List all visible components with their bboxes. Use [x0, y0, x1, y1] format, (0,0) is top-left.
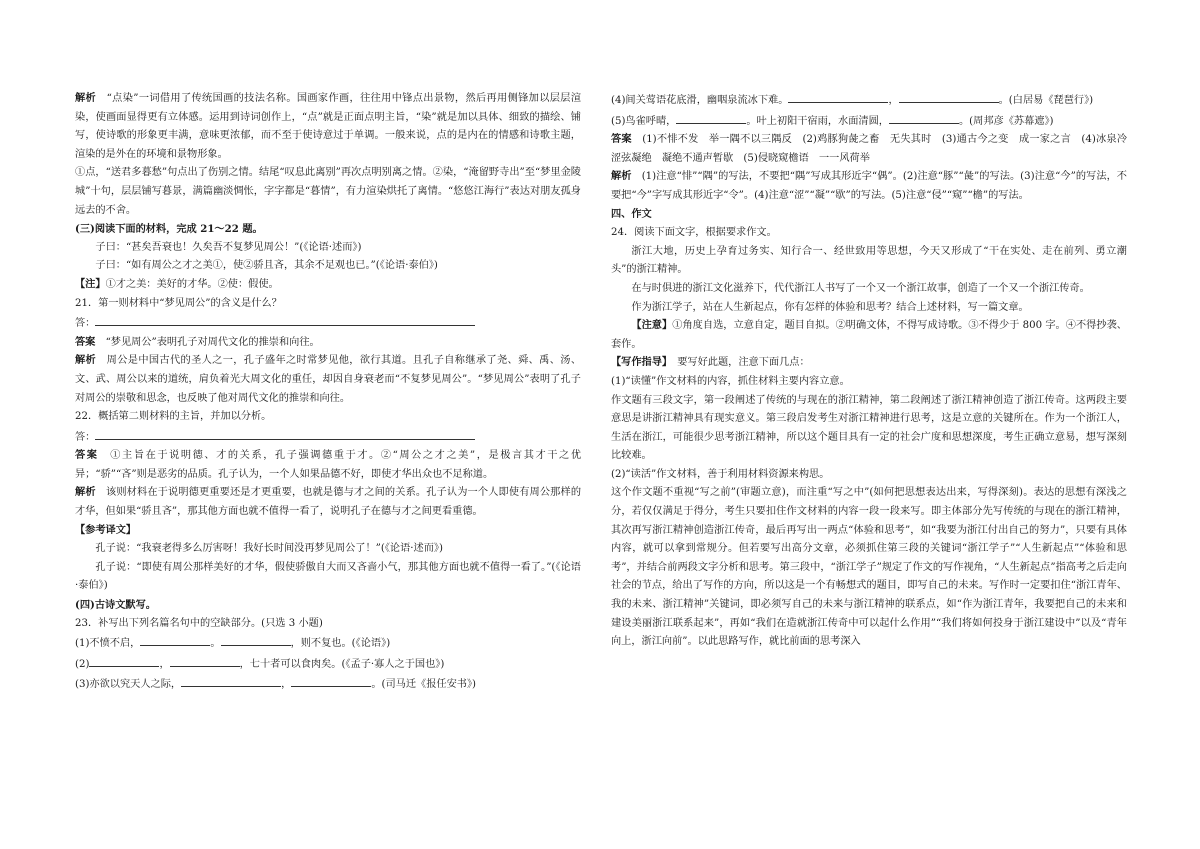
answer-21-text: “梦见周公”表明孔子对周代文化的推崇和向往。 [105, 336, 320, 348]
note-label: 【注意】 [631, 320, 673, 332]
note-text: ①才之美：美好的才华。②使：假使。 [105, 278, 279, 290]
answer-22-text: ①主旨在于说明德、才的关系，孔子强调德重于才。②“周公之才之美”，是极言其才干之优异；“骄”“吝”则是恶劣的品质。孔子认为，一个人如果品德不好，即使才华出众也不足称道。 [75, 450, 582, 480]
answer-22 [75, 447, 581, 484]
analysis-label: 解析 [75, 487, 96, 499]
fill-text: ， [159, 658, 170, 670]
analysis-23 [611, 168, 1127, 205]
fill-blank[interactable] [788, 90, 888, 103]
note-text: ①角度自选，立意自定，题目自拟。②明确文体，不得写成诗歌。③不得少于 800 字。④不得抄袭、套作。 [611, 320, 1127, 350]
answer-label: 答案 [75, 450, 99, 462]
question-23-5 [611, 111, 1127, 132]
analysis-21-text: 周公是中国古代的圣人之一，孔子盛年之时常梦见他，欲行其道。且孔子自称继承了尧、舜、禹、汤、文、武、周公以来的道统，肩负着光大周文化的重任，却因自身衰老而“不复梦见周公”。“梦见周公”表明了孔子对周公的崇敬和思念，也反映了他对周代文化的推崇和向往。 [75, 355, 582, 404]
question-23-4 [611, 90, 1127, 111]
fill-text: ，则不复也。(《论语》) [290, 638, 391, 650]
answer-blank-22[interactable] [95, 427, 475, 440]
quote-1: 子曰：“甚矣吾衰也！久矣吾不复梦见周公！”(《论语·述而》) [95, 241, 362, 253]
material-paragraph-3: 作为浙江学子，站在人生新起点，你有怎样的体验和思考？结合上述材料，写一篇文章。 [631, 301, 1029, 313]
right-column [611, 90, 1127, 652]
answer-label: 答案 [611, 134, 632, 146]
guide-point-1-text: 作文题有三段文字，第一段阐述了传统的与现在的浙江精神，第二段阐述了浙江精神创造了浙江传奇。这两段主要意思是讲浙江精神具有现实意义。第三段启发考生对浙江精神进行思考，这是立意的关键所在。作为一个浙江人，生活在浙江，可能很少思考浙江精神，所以这个题目具有一定的社会广度和思想深度，考生正确立意易，想写深刻比较难。 [611, 394, 1127, 462]
writing-guide [611, 354, 1127, 373]
fill-blank[interactable] [181, 674, 281, 687]
translation-1: 孔子说：“我衰老得多么厉害呀！我好长时间没再梦见周公了！”(《论语·述而》) [95, 543, 443, 555]
guide-point-2: (2)“读活”作文材料，善于利用材料资源来构思。 [611, 468, 830, 480]
fill-text: (3)亦欲以究天人之际， [75, 679, 182, 691]
fill-blank[interactable] [676, 111, 746, 124]
fill-text: 。叶上初阳干宿雨，水面清圆， [746, 115, 889, 127]
guide-point-1: (1)“读懂”作文材料的内容，抓住材料主要内容立意。 [611, 375, 850, 387]
question-22: 22．概括第二则材料的主旨，并加以分析。 [75, 411, 272, 423]
answer-prefix: 答： [75, 431, 96, 443]
analysis-label: 解析 [611, 171, 632, 183]
fill-text: (1)不愤不启， [75, 638, 141, 650]
translation-2: 孔子说：“即使有周公那样美好的才华，假使骄傲自大而又吝啬小气，那其他方面也就不值得一看了。”(《论语·泰伯》) [75, 561, 581, 592]
fill-text: 。(白居易《琵琶行》) [998, 95, 1094, 106]
section-3-title: (三)阅读下面的材料，完成 21～22 题。 [75, 223, 263, 236]
analysis-23-text: (1)注意“悱”“隅”的写法，不要把“隅”写成其形近字“偶”。(2)注意“豚”“彘”的写法。(3)注意“今”的写法，不要把“今”字写成其形近字“令”。(4)注意“涩”“凝”“歇”的写法。(5)注意“侵”“窥”“檐”的写法。 [611, 171, 1127, 201]
answer-prefix: 答： [75, 318, 96, 330]
reference-translation-label: 【参考译文】 [75, 524, 137, 536]
analysis-22-text: 该则材料在于说明德更重要还是才更重要，也就是德与才之间的关系。孔子认为一个人即使有周公那样的才华，但如果“骄且吝”，那其他方面也就不值得一看了，说明孔子在德与才之间更看重德。 [75, 487, 582, 518]
answer-line-22 [75, 427, 581, 448]
analysis-21 [75, 352, 581, 408]
fill-text: (4)间关莺语花底滑，幽咽泉流冰下难。 [611, 95, 789, 106]
question-23: 23．补写出下列名篇名句中的空缺部分。(只选 3 小题) [75, 617, 323, 629]
analysis-label: 解析 [75, 93, 97, 104]
answer-23 [611, 131, 1127, 168]
fill-blank[interactable] [291, 674, 371, 687]
fill-blank[interactable] [170, 654, 240, 667]
fill-blank[interactable] [889, 111, 959, 124]
question-21: 21．第一则材料中“梦见周公”的含义是什么？ [75, 297, 282, 309]
analysis-label: 解析 [75, 355, 97, 367]
fill-text: (5)鸟雀呼晴， [611, 115, 677, 127]
fill-text: ， [281, 679, 292, 691]
fill-text: 。(司马迁《报任安书》) [371, 679, 477, 691]
material-paragraph-2: 在与时俱进的浙江文化滋养下，代代浙江人书写了一个又一个浙江故事，创造了一个又一个浙江传奇。 [631, 282, 1090, 294]
fill-blank[interactable] [140, 633, 210, 646]
fill-blank[interactable] [89, 654, 159, 667]
analysis-text-2: ①点，“送君多暮愁”句点出了伤别之情。结尾“叹息此离别”再次点明别离之情。②染，“淹留野寺出”至“梦里金陵城”十句，层层铺写暮景，满篇幽淡惆怅，字字都是“暮情”，有力渲染烘托了离情。“悠悠江海行”表达对朋友孤身远去的不舍。 [75, 167, 581, 216]
quote-2: 子曰：“如有周公之才之美①，使②骄且吝，其余不足观也已。”(《论语·泰伯》) [95, 260, 438, 272]
left-column [75, 90, 581, 695]
answer-23-text: (1)不悱不发 举一隅不以三隅反 (2)鸡豚狗彘之畜 无失其时 (3)通古今之变 成一家之言 (4)冰泉冷涩弦凝绝 凝绝不通声暂歇 (5)侵晓窥檐语 一一风荷举 [611, 134, 1128, 164]
note-label: 【注】 [75, 278, 106, 290]
analysis-22 [75, 484, 581, 521]
writing-guide-label: 【写作指导】 [611, 357, 668, 369]
answer-21 [75, 334, 581, 353]
fill-text: 。 [210, 638, 221, 650]
section-4-title: (四)古诗文默写。 [75, 599, 156, 612]
fill-text: ， [888, 95, 899, 106]
material-paragraph-1: 浙江大地，历史上孕育过务实、知行合一、经世致用等思想，今天又形成了“干在实处、走在前列、勇立潮头”的浙江精神。 [611, 245, 1127, 276]
answer-blank-21[interactable] [95, 313, 475, 326]
fill-text: (2) [75, 658, 90, 670]
analysis-paragraph-1 [75, 90, 581, 164]
fill-text: ，七十者可以食肉矣。(《孟子·寡人之于国也》) [239, 658, 445, 670]
fill-blank[interactable] [221, 633, 291, 646]
analysis-paragraph-2 [75, 164, 581, 220]
analysis-text: “点染”一词借用了传统国画的技法名称。国画家作画，往往用中锋点出景物，然后再用侧锋加以层层渲染，使画面显得更有立体感。运用到诗词创作上，“点”就是正面点明主旨，“染”就是加以具体、细致的描绘、铺写，使诗歌的形象更丰满，意味更浓郁，而不至于使诗意过于单调。一般来说，点的是内在的情感和诗歌主题，渲染的是外在的环境和景物形象。 [75, 93, 582, 160]
question-23-1 [75, 633, 581, 654]
guide-point-2-text: 这个作文题不重视“写之前”(审题立意)，而注重“写之中”(如何把思想表达出来，写得深刻)。表达的思想有深浅之分，若仅仅满足于得分，考生只要扣住作文材料的内容一段一段来写。即主体部分先写传统的与现在的浙江精神，其次再写浙江精神创造浙江传奇，最后再写出一两点“体验和思考”，如“我要为浙江付出自己的努力”，只要有具体内容，就可以拿到常规分。但若要写出高分文章，必须抓住第三段的关键词“浙江学子”“人生新起点”“体验和思考”，并结合前两段文字分析和思考。第三段中，“浙江学子”规定了作文的写作视角，“人生新起点”指高考之后走向社会的节点，给出了写作的方向，所以这是一个有畅想式的题目，即写自己的未来。写作时一定要扣住“浙江青年、我的未来、浙江精神”关键词，即必须写自己的未来与浙江精神的联系点，如“作为浙江青年，我要把自己的未来和建设美丽浙江联系起来”，再如“我们在造就浙江传奇中可以起什么作用”“我们将如何投身于浙江建设中”以及“青年向上，浙江向前”。以此思路写作，就比前面的思考深入 [611, 487, 1127, 648]
question-24: 24．阅读下面文字，根据要求作文。 [611, 227, 777, 239]
note [75, 276, 581, 295]
question-23-3 [75, 674, 581, 695]
essay-note [611, 317, 1127, 354]
answer-label: 答案 [75, 336, 96, 348]
fill-blank[interactable] [899, 90, 999, 103]
fill-text: 。(周邦彦《苏幕遮》) [959, 115, 1054, 127]
section-essay-title: 四、作文 [611, 208, 652, 220]
writing-guide-text: 要写好此题，注意下面几点： [677, 357, 810, 369]
question-23-2 [75, 654, 581, 675]
answer-line-21 [75, 313, 581, 334]
